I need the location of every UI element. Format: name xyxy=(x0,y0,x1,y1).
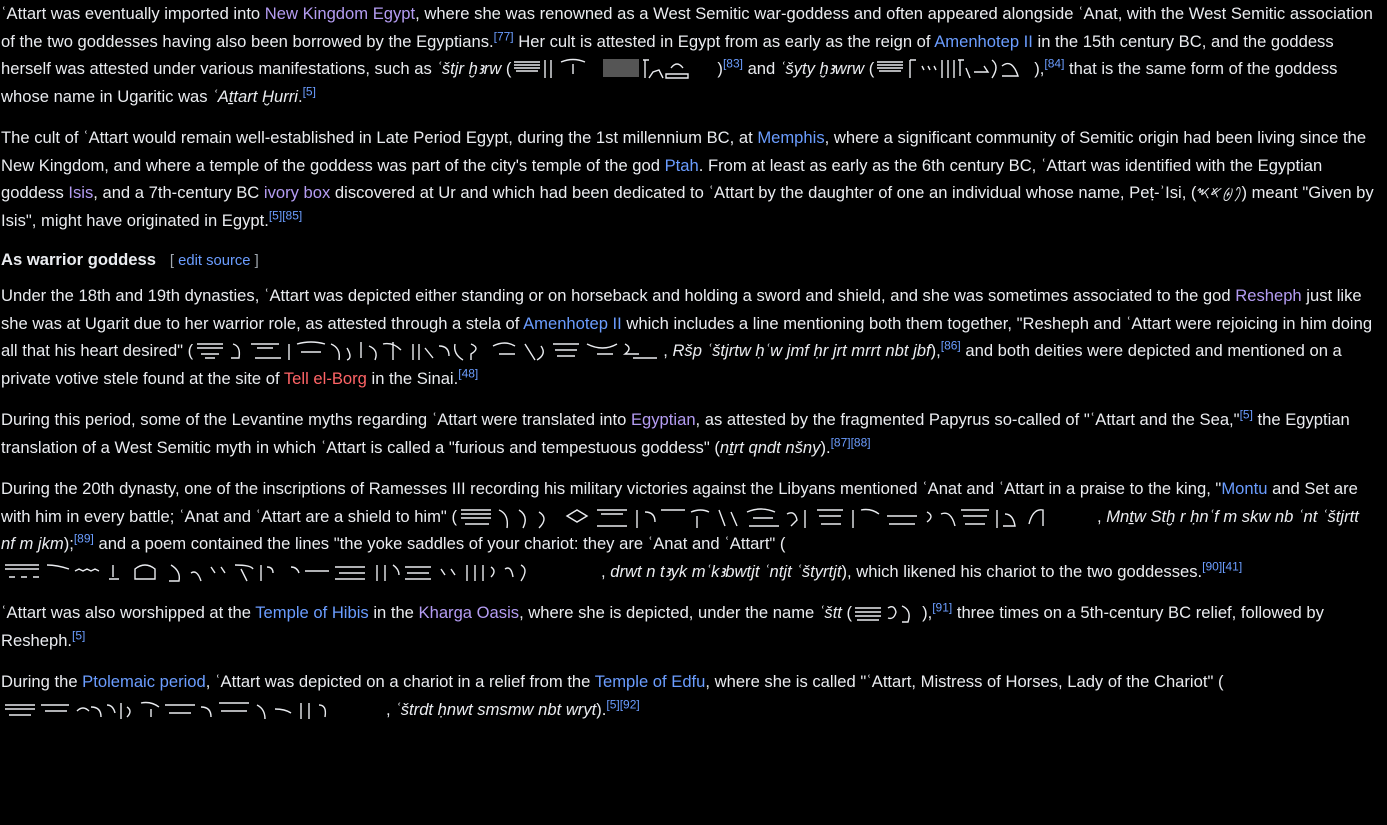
text: ʿAttart was eventually imported into xyxy=(1,4,265,23)
edit-section xyxy=(170,253,259,269)
paragraph-3 xyxy=(1,282,1376,392)
text: . From at least as early as the 6th century BC, ʿAttart was identified with the Egyptian goddess xyxy=(1,155,1323,202)
section-title: As warrior goddess xyxy=(1,250,156,269)
paragraph-2 xyxy=(1,124,1376,234)
paragraph-5 xyxy=(1,475,1376,585)
citation-85[interactable]: [85] xyxy=(282,207,303,222)
citation-41[interactable]: [41] xyxy=(1222,558,1243,573)
citation-87[interactable]: [87] xyxy=(830,434,851,449)
hieroglyph-image xyxy=(1,697,386,721)
bracket: [ xyxy=(169,253,179,269)
text: . xyxy=(297,86,303,106)
text: three times on a 5th-century BC relief, followed by Resheph. xyxy=(1,603,1324,650)
transliteration: ʿAṯtart Ḫurri xyxy=(212,86,298,106)
text: ( xyxy=(501,59,512,78)
text: and a poem contained the lines "the yoke saddles of your chariot: they are ʿAnat and ʿAttart" ( xyxy=(93,534,786,553)
text: just like she was at Ugarit due to her warrior role, as attested through a stela of xyxy=(1,286,1362,333)
text: , xyxy=(663,341,673,360)
link-ivory-box[interactable]: ivory box xyxy=(263,183,331,202)
text: ). xyxy=(820,437,831,457)
citation-86[interactable]: [86] xyxy=(940,338,961,353)
transliteration: ʿštt xyxy=(818,603,842,622)
paragraph-7 xyxy=(1,668,1376,723)
text: and xyxy=(742,59,780,78)
citation-77[interactable]: [77] xyxy=(493,28,514,43)
text: ʿAttart was also worshipped at the xyxy=(1,603,256,622)
text: in the 15th century BC, and the goddess herself was attested under various manifestations, such as xyxy=(1,31,1334,78)
citation-89[interactable]: [89] xyxy=(73,531,94,546)
citation-5[interactable]: [5] xyxy=(302,83,316,98)
paragraph-4 xyxy=(1,406,1376,461)
text: ), xyxy=(922,603,933,622)
link-amenhotep-ii[interactable]: Amenhotep II xyxy=(523,313,622,333)
text: , xyxy=(386,699,396,719)
text: , where she was renowned as a West Semitic war-goddess and often appeared alongside ʿAnat, with the West Semitic association of the two goddesses having also been borrowed by the Egyptians. xyxy=(1,4,1373,51)
text: in the Sinai. xyxy=(366,368,459,388)
citation-5[interactable]: [5] xyxy=(72,627,86,642)
text: ). xyxy=(596,699,607,719)
paragraph-6 xyxy=(1,599,1376,654)
transliteration: nṯrt qndt nšny xyxy=(719,437,821,457)
text: , and a 7th-century BC xyxy=(93,183,264,202)
text: in the xyxy=(368,603,419,622)
link-temple-of-edfu[interactable]: Temple of Edfu xyxy=(594,672,706,691)
text: ); xyxy=(63,534,74,553)
link-isis[interactable]: Isis xyxy=(68,183,94,202)
paragraph-1 xyxy=(1,0,1376,110)
citation-84[interactable]: [84] xyxy=(1044,56,1065,71)
transliteration: ʿšyty ḫꜣwrw xyxy=(779,59,865,78)
text: ( xyxy=(841,603,853,622)
citation-48[interactable]: [48] xyxy=(458,365,479,380)
link-ptah[interactable]: Ptah xyxy=(664,155,699,175)
bracket: ] xyxy=(250,253,259,269)
text: and Set are with him in every battle; ʿAnat and ʿAttart are a shield to him" ( xyxy=(1,479,1358,526)
text: During the xyxy=(1,672,83,691)
text: , where a significant community of Semitic origin had been living since the New Kingdom, and where a temple of the goddess was part of the city's temple of the god xyxy=(1,128,1367,175)
transliteration: ʿštrdt ḥnwt smsmw nbt wryt xyxy=(395,699,597,719)
hieroglyph-image xyxy=(874,56,1034,80)
hieroglyph-image xyxy=(1,559,601,583)
citation-91[interactable]: [91] xyxy=(932,600,953,615)
text: Her cult is attested in Egypt from as early as the reign of xyxy=(513,31,935,51)
text: , where she is depicted, under the name xyxy=(519,603,819,622)
link-kharga-oasis[interactable]: Kharga Oasis xyxy=(418,603,520,622)
transliteration: Ršp ʿštjrtw ḥʿw jmf ḥr jrt mrrt nbt jbf xyxy=(672,341,931,360)
text: ( xyxy=(864,59,875,78)
hieroglyph-image xyxy=(511,56,717,80)
citation-5[interactable]: [5] xyxy=(1239,407,1253,422)
text: ), xyxy=(1034,59,1045,78)
link-montu[interactable]: Montu xyxy=(1221,479,1268,498)
transliteration: ʿštjr ḫꜣrw xyxy=(436,59,502,78)
link-tell-el-borg[interactable]: Tell el-Borg xyxy=(283,368,367,388)
text: ), xyxy=(930,341,941,360)
text: , as attested by the fragmented Papyrus so-called of "ʿAttart and the Sea," xyxy=(695,410,1240,429)
link-egyptian[interactable]: Egyptian xyxy=(630,410,696,429)
link-memphis[interactable]: Memphis xyxy=(757,128,825,147)
citation-5[interactable]: [5] xyxy=(268,207,283,222)
text: During this period, some of the Levantine myths regarding ʿAttart were translated into xyxy=(1,410,631,429)
text: that is the same form of the goddess whose name in Ugaritic was xyxy=(1,59,1338,106)
text: which includes a line mentioning both them together, "Resheph and ʿAttart were rejoicing in him doing all that his heart desired" ( xyxy=(1,313,1373,360)
citation-88[interactable]: [88] xyxy=(850,434,871,449)
transliteration: drwt n tꜣyk mʿkꜣbwtjt ʿntjt ʿštyrtjt xyxy=(610,561,842,581)
text: , where she is called "ʿAttart, Mistress of Horses, Lady of the Chariot" ( xyxy=(705,672,1224,691)
citation-92[interactable]: [92] xyxy=(619,696,640,711)
link-temple-of-hibis[interactable]: Temple of Hibis xyxy=(255,603,369,622)
link-resheph[interactable]: Resheph xyxy=(1235,286,1302,305)
text: , ʿAttart was depicted on a chariot in a relief from the xyxy=(205,672,595,691)
text: , xyxy=(601,561,611,581)
hieroglyph-image xyxy=(193,338,663,362)
link-new-kingdom-egypt[interactable]: New Kingdom Egypt xyxy=(264,4,416,23)
text: ), which likened his chariot to the two goddesses. xyxy=(841,561,1203,581)
text: The cult of ʿAttart would remain well-established in Late Period Egypt, during the 1st millennium BC, at xyxy=(1,128,758,147)
text: ) xyxy=(717,59,723,78)
edit-source-link[interactable]: edit source xyxy=(178,253,251,269)
transliteration: Mnṯw Stḫ r ḥnʿf m skw nb ʿnt ʿštjrtt nf m jkm xyxy=(1,506,1359,553)
link-amenhotep-ii[interactable]: Amenhotep II xyxy=(934,31,1033,51)
text: the Egyptian translation of a West Semitic myth in which ʿAttart is called a "furious and tempestuous goddess" ( xyxy=(1,410,1350,457)
hieroglyph-image xyxy=(457,504,1097,528)
hieroglyph-image xyxy=(852,600,922,624)
text: and both deities were depicted and mentioned on a private votive stele found at the site of xyxy=(1,341,1342,388)
text: Under the 18th and 19th dynasties, ʿAttart was depicted either standing or on horseback and holding a sword and shield, and she was sometimes associated to the god xyxy=(1,286,1236,305)
text: , xyxy=(1096,506,1107,526)
citation-90[interactable]: [90] xyxy=(1202,558,1223,573)
section-heading xyxy=(1,248,1376,273)
citation-83[interactable]: [83] xyxy=(722,56,743,71)
text: discovered at Ur and which had been dedicated to ʿAttart by the daughter of one an individual whose name, Peṭ-ʾIsi, (𐤐𐤈𐤀𐤎) meant "Given by Isis", might have originated in Egypt. xyxy=(1,183,1374,230)
link-ptolemaic-period[interactable]: Ptolemaic period xyxy=(82,672,206,691)
text: During the 20th dynasty, one of the inscriptions of Ramesses III recording his military victories against the Libyans mentioned ʿAnat and ʿAttart in a praise to the king, " xyxy=(1,479,1222,498)
citation-5[interactable]: [5] xyxy=(606,696,620,711)
